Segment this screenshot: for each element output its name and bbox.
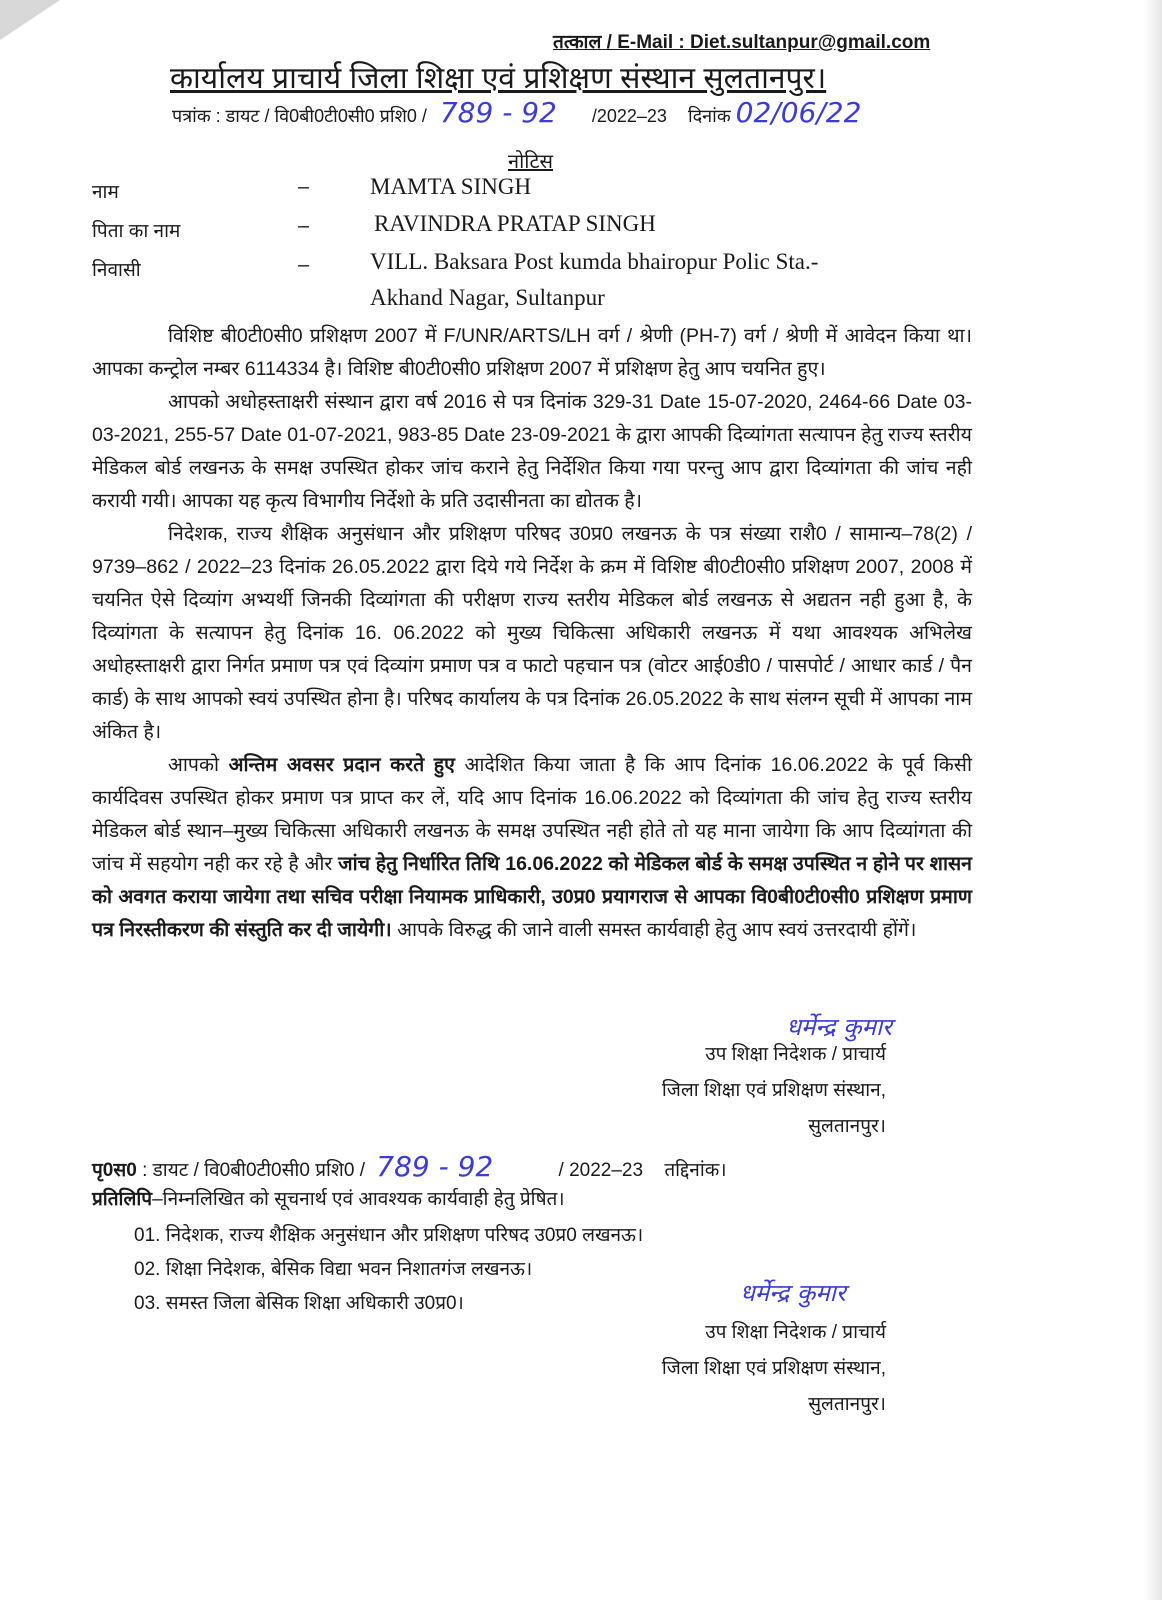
copy-ref-prefix: : डायट / वि0बी0टी0सी0 प्रशि0 / <box>142 1160 365 1181</box>
field-value-address-line2: Akhand Nagar, Sultanpur <box>370 285 605 310</box>
p4-text: आपके विरुद्ध की जाने वाली समस्त कार्यवाही हेतु आप स्वयं उत्तरदायी होंगें। <box>397 919 917 941</box>
copy-intro <box>92 1185 727 1211</box>
paragraph-2: आपको अधोहस्ताक्षरी संस्थान द्वारा वर्ष 2016 से पत्र दिनांक 329-31 Date 15-07-2020, 2464-66 Date 03-03-2021, 255-57 Date 01-07-2021, 983-85 Date 23-09-2021 के द्वारा आपकी दिव्यांगता सत्यापन हेतु राज्य स्तरीय मेडिकल बोर्ड लखनऊ के समक्ष उपस्थित होकर जांच कराने हेतु निर्देशित किया गया परन्तु आप द्वारा दिव्यांगता की जांच नही करायी गयी। आपका यह कृत्य विभागीय निर्देशो के प्रति उदासीनता का द्योतक है। <box>92 391 972 512</box>
institute: जिला शिक्षा एवं प्रशिक्षण संस्थान, <box>661 1358 886 1379</box>
institute: जिला शिक्षा एवं प्रशिक्षण संस्थान, <box>661 1080 886 1101</box>
signature-2: धर्मेन्द्र कुमार <box>740 1279 846 1307</box>
field-value-address: VILL. Baksara Post kumda bhairopur Polic Sta.- <box>370 249 819 274</box>
copy-ref-number-handwritten: 789 - 92 <box>376 1150 494 1183</box>
date-handwritten: 02/06/22 <box>735 96 862 129</box>
copy-text: –निम्नलिखित को सूचनार्थ एवं आवश्यक कार्यवाही हेतु प्रेषित। <box>152 1189 565 1210</box>
copy-ref-year: / 2022–23 <box>558 1160 644 1181</box>
recipient-list <box>92 1221 727 1315</box>
p4-text: आदेशित किया जाता है कि आप दिनांक 16.06.2022 के पूर्व किसी कार्यदिवस उपस्थित होकर प्रमाण पत्र प्राप्त कर लें, यदि आप दिनांक 16.06.2022 को दिव्यांगता की जांच हेतु राज्य स्तरीय मेडिकल बोर्ड स्थान–मुख्य चिकित्सा अधिकारी लखनऊ के समक्ष उपस्थित नही होते तो यह माना जायेगा कि आप दिव्यांगता की जांच में सहयोग नही कर रहे है और <box>92 754 973 875</box>
notice-heading: नोटिस <box>508 151 554 173</box>
p4-text: आपको <box>168 754 220 776</box>
ref-year: /2022–23 <box>591 106 667 126</box>
office-title: कार्यालय प्राचार्य जिला शिक्षा एवं प्रशिक्षण संस्थान सुलतानपुर। <box>170 62 827 95</box>
copy-label: प्रतिलिपि <box>92 1189 153 1210</box>
field-label-address: निवासी <box>92 260 141 281</box>
paragraph-3: निदेशक, राज्य शैक्षिक अनुसंधान और प्रशिक्षण परिषद उ0प्र0 लखनऊ के पत्र संख्या राशै0 / सामान्य–78(2) / 9739–862 / 2022–23 दिनांक 26.05.2022 द्वारा दिये गये निर्देश के क्रम में विशिष्ट बी0टी0सी0 प्रशिक्षण 2007, 2008 में चयनित ऐसे दिव्यांग अभ्यर्थी जिनकी दिव्यांगता की परीक्षण राज्य स्तरीय मेडिकल बोर्ड लखनऊ से अद्यतन नही हुआ है, के दिव्यांगता के सत्यापन हेतु दिनांक 16. 06.2022 को मुख्य चिकित्सा अधिकारी लखनऊ में यथा आवश्यक अभिलेख अधोहस्ताक्षरी द्वारा निर्गत प्रमाण पत्र एवं दिव्यांग प्रमाण पत्र व फाटो पहचान पत्र (वोटर आई0डी0 / पासपोर्ट / आधार कार्ड / पैन कार्ड) के साथ आपको स्वयं उपस्थित होना है। परिषद कार्यालय के पत्र दिनांक 26.05.2022 के साथ संलग्न सूची में आपका नाम अंकित है। <box>92 523 972 743</box>
field-sep: – <box>298 176 310 198</box>
ref-number-handwritten: 789 - 92 <box>439 96 557 129</box>
p4-bold: अन्तिम अवसर प्रदान करते हुए <box>228 754 455 776</box>
copy-ref-label: पृ0स0 <box>92 1160 137 1181</box>
copy-section <box>92 1150 727 1323</box>
email-line: तत्काल / E-Mail : Diet.sultanpur@gmail.com <box>553 32 931 53</box>
field-label-father: पिता का नाम <box>92 221 181 242</box>
recipient-item: 03. समस्त जिला बेसिक शिक्षा अधिकारी उ0प्र0। <box>134 1293 464 1314</box>
field-sep: – <box>298 215 310 237</box>
notice-body <box>92 320 972 947</box>
field-label-name: नाम <box>92 182 119 203</box>
paragraph-4 <box>92 749 972 947</box>
field-value-name: MAMTA SINGH <box>370 174 532 199</box>
scan-edge <box>1144 0 1162 1600</box>
copy-date: तद्दिनांक। <box>664 1160 727 1181</box>
signature-block-2 <box>662 1318 886 1416</box>
paragraph-1: विशिष्ट बी0टी0सी0 प्रशिक्षण 2007 में F/UNR/ARTS/LH वर्ग / श्रेणी (PH-7) वर्ग / श्रेणी में आवेदन किया था। आपका कन्ट्रोल नम्बर 6114334 है। विशिष्ट बी0टी0सी0 प्रशिक्षण 2007 में प्रशिक्षण हेतु आप चयनित हुए। <box>92 325 972 380</box>
field-sep: – <box>298 254 310 276</box>
field-value-father: RAVINDRA PRATAP SINGH <box>374 211 656 236</box>
designation: उप शिक्षा निदेशक / प्राचार्य <box>705 1044 886 1065</box>
ref-prefix: पत्रांक : डायट / वि0बी0टी0सी0 प्रशि0 / <box>172 106 427 126</box>
recipient-item: 02. शिक्षा निदेशक, बेसिक विद्या भवन निशातगंज लखनऊ। <box>134 1259 533 1280</box>
signature-block-1 <box>662 1040 886 1138</box>
copy-ref-line <box>92 1150 727 1183</box>
date-label: दिनांक <box>687 106 731 126</box>
signature-1: धर्मेन्द्र कुमार <box>786 1013 892 1041</box>
city: सुलतानपुर। <box>808 1116 886 1137</box>
city: सुलतानपुर। <box>808 1394 886 1415</box>
recipient-item: 01. निदेशक, राज्य शैक्षिक अनुसंधान और प्रशिक्षण परिषद उ0प्र0 लखनऊ। <box>134 1225 644 1246</box>
designation: उप शिक्षा निदेशक / प्राचार्य <box>705 1322 886 1343</box>
p4-bold: जांच हेतु निर्धारित तिथि 16.06.2022 को मेडिकल बोर्ड के समक्ष उपस्थित न होने पर शासन को अवगत कराया जायेगा तथा सचिव परीक्षा नियामक प्राधिकारी, उ0प्र0 प्रयागराज से आपका वि0बी0टी0सी0 प्रशिक्षण प्रमाण पत्र निरस्तीकरण की संस्तुति कर दी जायेगी। <box>92 853 972 941</box>
reference-line <box>172 96 861 129</box>
scan-corner <box>0 0 60 40</box>
